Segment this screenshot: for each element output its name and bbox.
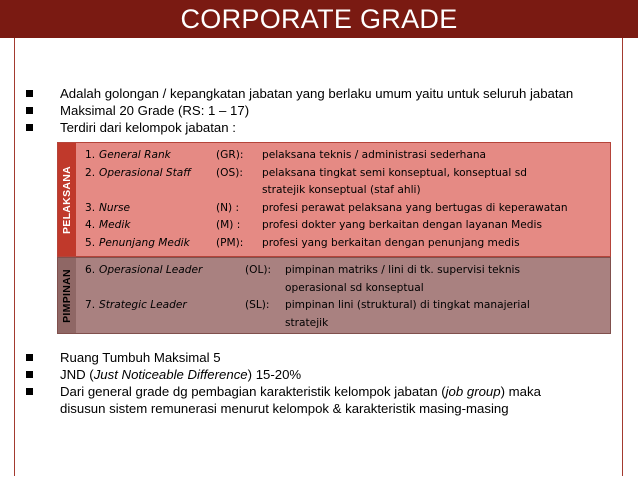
bullet-square-icon xyxy=(26,388,33,395)
pelaksana-panel xyxy=(57,142,611,257)
bullet-text-pre: JND ( xyxy=(60,367,94,382)
bullet-square-icon xyxy=(26,371,33,378)
bullet-square-icon xyxy=(26,354,33,361)
grade-name: General Rank xyxy=(99,149,171,161)
bullet-text: Adalah golongan / kepangkatan jabatan yang berlaku umum yaitu untuk seluruh jabatan xyxy=(60,86,574,101)
bullet-list-top xyxy=(26,85,626,136)
title-bar xyxy=(0,0,638,38)
grade-code: (GR): xyxy=(216,149,244,161)
grade-description: profesi dokter yang berkaitan dengan layanan Medis xyxy=(262,219,542,231)
bullet-item xyxy=(26,119,626,136)
grade-code: (OL): xyxy=(245,264,272,276)
grade-name: Nurse xyxy=(99,201,131,214)
bullet-text-post: ) 15-20% xyxy=(247,367,302,382)
pelaksana-label-text: PELAKSANA xyxy=(61,165,74,234)
grade-number: 6. xyxy=(85,264,96,276)
grade-description: operasional sd konseptual xyxy=(285,281,424,294)
grade-code: (N) : xyxy=(216,201,240,214)
bullet-text-italic: Just Noticeable Difference xyxy=(93,367,248,382)
bullet-item xyxy=(26,349,626,366)
bullet-text: Ruang Tumbuh Maksimal 5 xyxy=(60,350,221,365)
slide-title: CORPORATE GRADE xyxy=(180,4,458,34)
pimpinan-label-text: PIMPINAN xyxy=(61,268,73,323)
pelaksana-side-label xyxy=(58,143,76,256)
bullet-square-icon xyxy=(26,107,33,114)
grade-code: (SL): xyxy=(245,299,270,311)
grade-code: (OS): xyxy=(216,166,243,179)
grade-name: Strategic Leader xyxy=(99,299,187,311)
grade-number: 2. xyxy=(85,166,96,179)
bullet-text: Terdiri dari kelompok jabatan : xyxy=(60,120,236,135)
grade-number: 5. xyxy=(85,236,96,249)
bullet-item xyxy=(26,85,626,102)
grade-number: 3. xyxy=(85,201,96,214)
bullet-item xyxy=(26,102,626,119)
bullet-square-icon xyxy=(26,90,33,97)
grade-description: pelaksana teknis / administrasi sederhana xyxy=(262,149,487,161)
grade-name: Operasional Staff xyxy=(99,166,191,179)
bullet-text-pre: Dari general grade dg pembagian karakteristik kelompok jabatan ( xyxy=(60,384,446,399)
grade-description: pimpinan matriks / lini di tk. supervisi teknis xyxy=(285,264,520,276)
grade-description: profesi perawat pelaksana yang bertugas di keperawatan xyxy=(262,201,568,214)
grade-code: (PM): xyxy=(216,236,244,249)
pimpinan-panel xyxy=(57,257,611,334)
bullet-item xyxy=(26,383,626,417)
grade-description: pimpinan lini (struktural) di tingkat manajerial xyxy=(285,299,530,311)
grade-number: 1. xyxy=(85,149,96,161)
grade-number: 4. xyxy=(85,219,96,231)
bullet-square-icon xyxy=(26,124,33,131)
grade-code: (M) : xyxy=(216,219,241,231)
grade-number: 7. xyxy=(85,299,96,311)
grade-name: Operasional Leader xyxy=(99,264,203,276)
pimpinan-side-label xyxy=(58,258,76,333)
bullet-text-italic: job group xyxy=(445,384,501,399)
grade-name: Medik xyxy=(99,219,131,231)
grade-description: stratejik konseptual (staf ahli) xyxy=(262,184,421,196)
bullet-item xyxy=(26,366,626,383)
bullet-text-line2: disusun sistem remunerasi menurut kelompok & karakteristik masing-masing xyxy=(60,401,509,416)
bullet-text: Maksimal 20 Grade (RS: 1 – 17) xyxy=(60,103,250,118)
grade-description: stratejik xyxy=(285,316,329,329)
grade-description: profesi yang berkaitan dengan penunjang medis xyxy=(262,236,520,249)
grade-description: pelaksana tingkat semi konseptual, konseptual sd xyxy=(262,166,527,179)
bullet-list-bottom xyxy=(26,349,626,417)
bullet-text-post: ) maka xyxy=(500,384,541,399)
grade-name: Penunjang Medik xyxy=(99,236,190,249)
